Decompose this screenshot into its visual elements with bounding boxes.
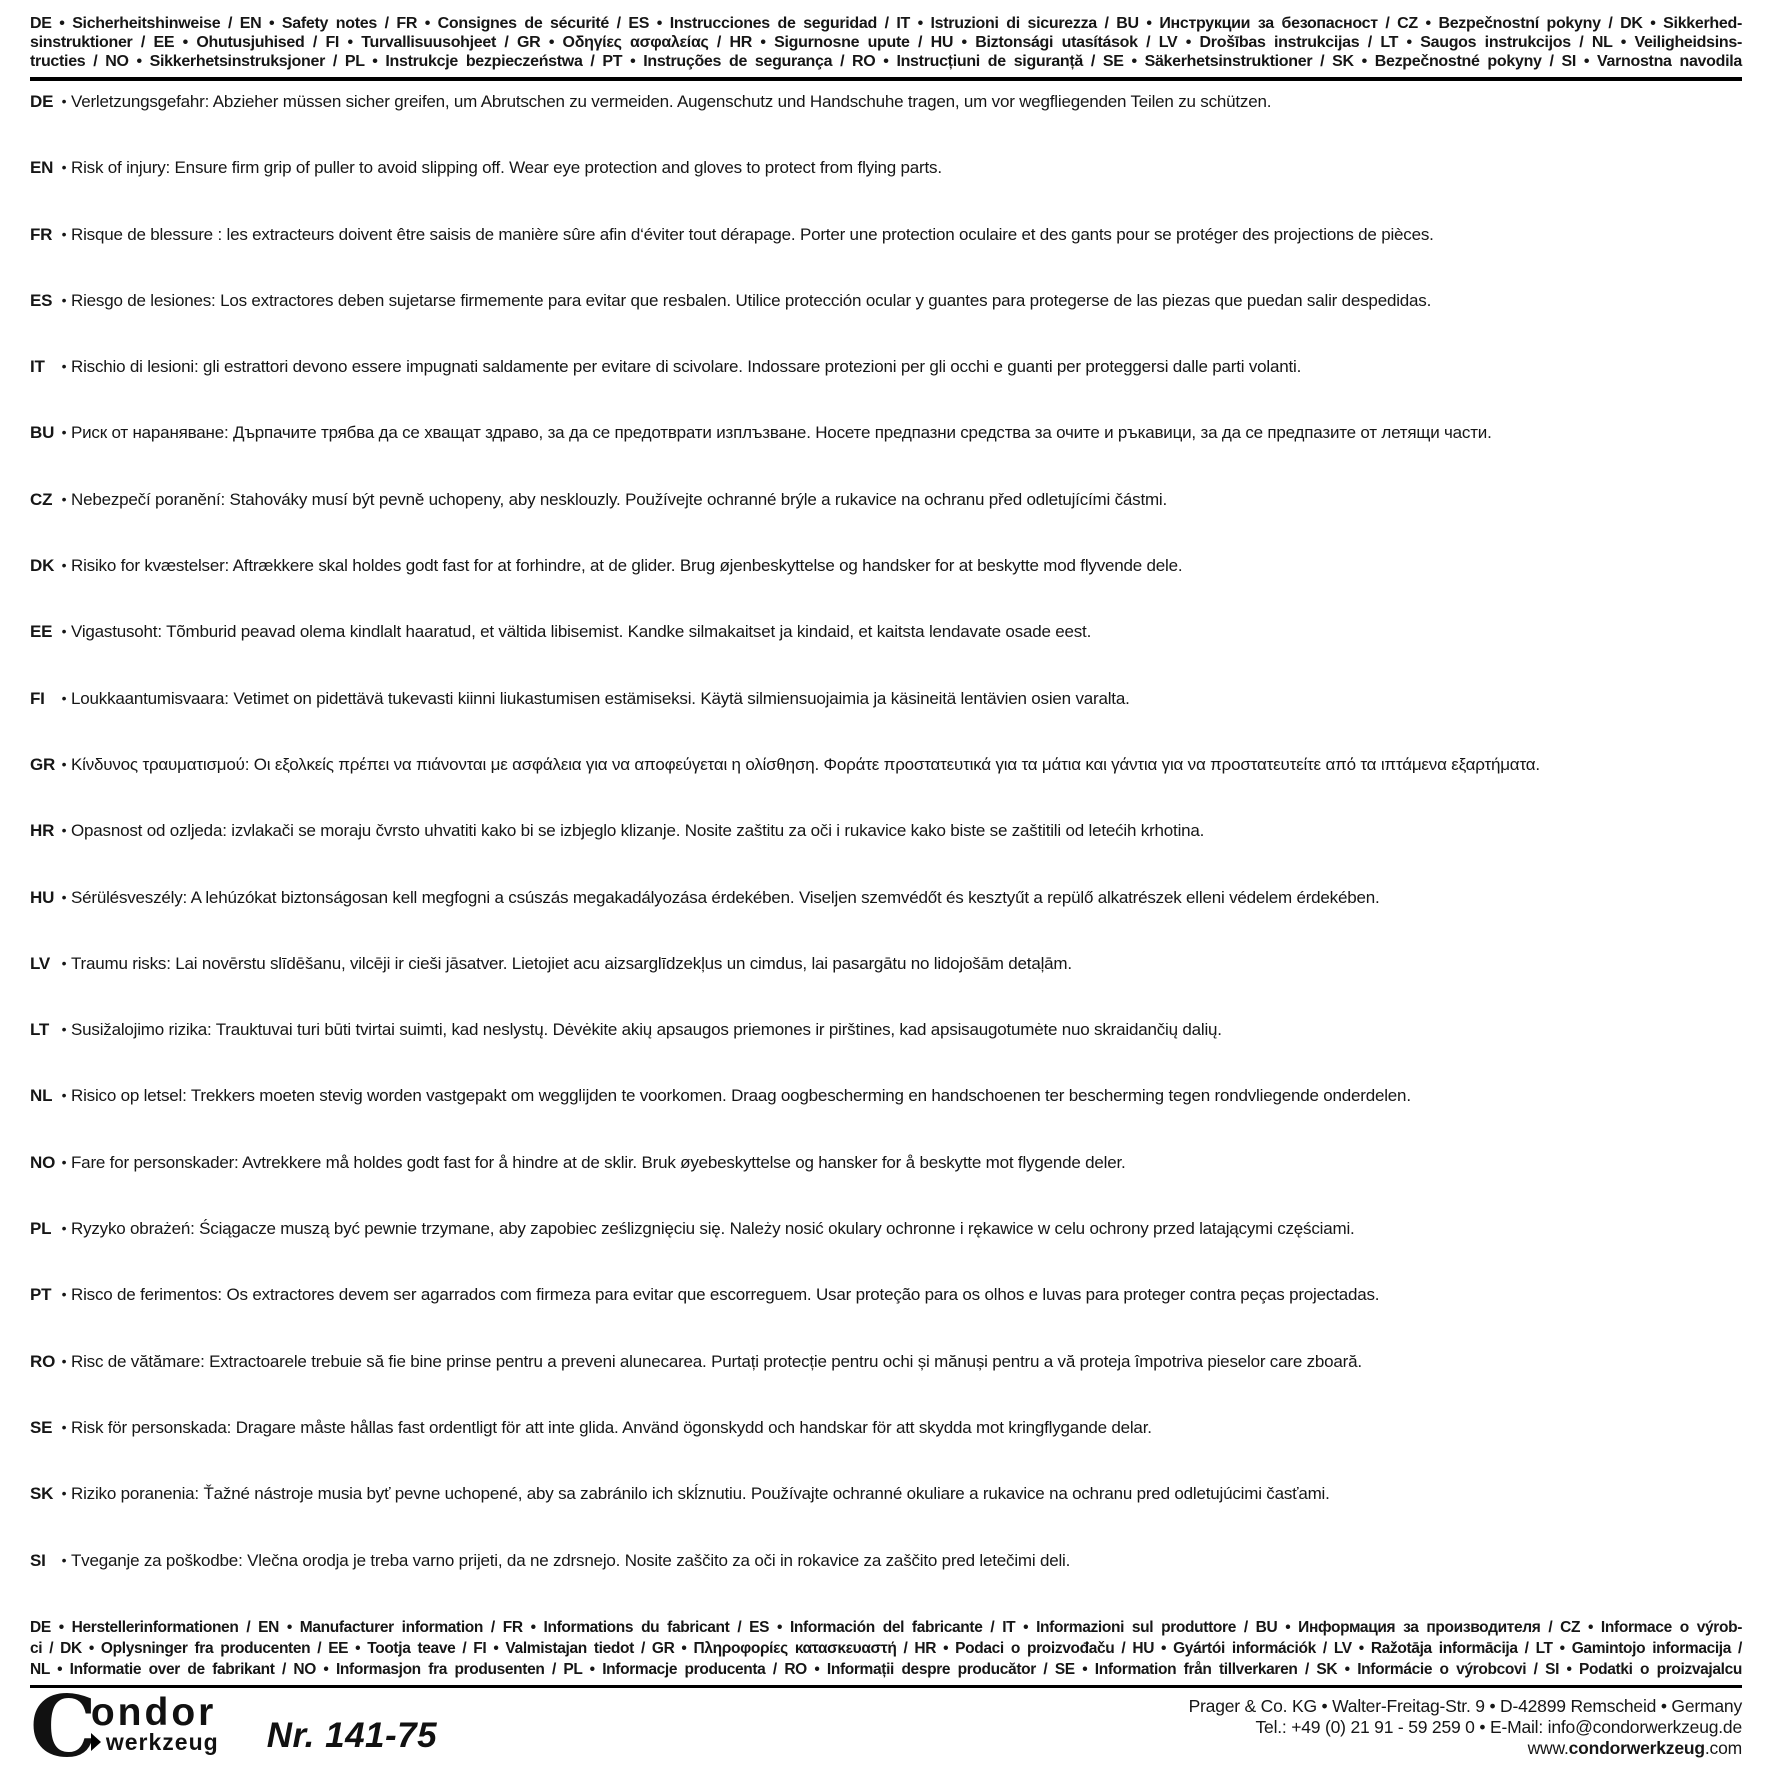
safety-note-text: Fare for personskader: Avtrekkere må holdes godt fast for å hindre at de sklir. Bruk øyebeskyttelse og hansker for å beskytte mot flygende deler. (71, 1152, 1126, 1172)
condor-logo-text (90, 1690, 219, 1755)
safety-note-text: Vigastusoht: Tõmburid peavad olema kindlalt haaratud, et vältida libisemist. Kandke silmakaitset ja kindaid, et kaitsta lendavate osade eest. (71, 622, 1092, 642)
safety-note-no (30, 1153, 1742, 1219)
safety-note-text: Riziko poranenia: Ťažné nástroje musia byť pevne uchopené, aby sa zabránilo ich skĺznutiu. Používajte ochranné okuliare a rukavice na ochranu pred odletujúcimi časťami. (71, 1484, 1330, 1504)
safety-note-sk (30, 1484, 1742, 1550)
safety-note-nl (30, 1086, 1742, 1152)
website-domain: condorwerkzeug (1568, 1737, 1705, 1758)
languages-header-line: sinstruktioner / EE • Ohutusjuhised / FI • Turvallisuusohjeet / GR • Οδηγίες ασφαλείας / HR • Sigurnosne upute / HU • Biztonsági utasítások / LV • Drošības instrukcijas / LT • Saugos instrukcijos / NL • Veiligheidsins- (30, 34, 1742, 51)
language-code: RO (30, 1351, 56, 1371)
condor-logo (30, 1676, 219, 1776)
language-code: PL (30, 1219, 52, 1239)
safety-note-text: Riesgo de lesiones: Los extractores deben sujetarse firmemente para evitar que resbalen. Utilice protección ocular y guantes para protegerse de las piezas que puedan salir despedidas. (71, 290, 1432, 310)
language-code: BU (30, 423, 55, 443)
condor-logo-rest: ondor (90, 1690, 217, 1734)
bullet-separator: • (61, 557, 67, 574)
safety-note-se (30, 1418, 1742, 1484)
logo-arrow-icon (91, 1733, 101, 1751)
safety-note-text: Ryzyko obrażeń: Ściągacze muszą być pewnie trzymane, aby zapobiec ześlizgnięciu się. Należy nosić okulary ochronne i rękawice w celu ochrony przed latającymi częściami. (71, 1219, 1355, 1239)
language-code: LT (30, 1020, 50, 1040)
safety-note-text: Риск от нараняване: Дърпачите трябва да се хващат здраво, за да се предотврати изплъзване. Носете предпазни средства за очите и ръкавици, за да се предпазите от летящи части. (71, 423, 1492, 443)
product-number: Nr. 141-75 (266, 1715, 438, 1755)
safety-note-text: Κίνδυνος τραυματισμού: Οι εξολκείς πρέπει να πιάνονται με ασφάλεια για να αποφεύγεται η ολίσθηση. Φοράτε προστατευτικά για τα μάτια και γάντια για να προστατευτείτε από τα ιπτάμενα εξαρτήματα. (71, 754, 1540, 774)
language-code: CZ (30, 489, 53, 509)
safety-note-text: Rischio di lesioni: gli estrattori devono essere impugnati saldamente per evitare di scivolare. Indossare protezioni per gli occhi e guanti per proteggersi dalle parti volanti. (71, 357, 1302, 377)
safety-note-text: Tveganje za poškodbe: Vlečna orodja je treba varno prijeti, da ne zdrsnejo. Nosite zaščito za oči in rokavice za zaščito pred letečimi deli. (71, 1550, 1071, 1570)
bullet-separator: • (61, 755, 67, 772)
bullet-separator: • (61, 689, 67, 706)
language-code: LV (30, 953, 51, 973)
safety-note-text: Loukkaantumisvaara: Vetimet on pidettävä tukevasti kiinni liukastumisen estämiseksi. Käytä silmiensuojaimia ja käsineitä lentävien osien varalta. (71, 688, 1130, 708)
condor-logo-sub (91, 1730, 219, 1754)
language-code: SE (30, 1417, 53, 1437)
language-code: EE (30, 622, 53, 642)
condor-logo-initial: C (30, 1676, 95, 1776)
bullet-separator: • (61, 358, 67, 375)
manufacturer-info-header (30, 1617, 1742, 1680)
bullet-separator: • (61, 954, 67, 971)
brand-block (30, 1676, 438, 1776)
safety-note-text: Risico op letsel: Trekkers moeten stevig worden vastgepakt om wegglijden te voorkomen. Draag oogbescherming en handschoenen ter bescherming tegen rondvliegende onderdelen. (71, 1086, 1411, 1106)
safety-note-text: Risco de ferimentos: Os extractores devem ser agarrados com firmeza para evitar que escorreguem. Usar proteção para os olhos e luvas para proteger contra peças projectadas. (71, 1285, 1380, 1305)
safety-note-lv (30, 954, 1742, 1020)
bullet-separator: • (61, 1153, 67, 1170)
languages-header-line: DE • Sicherheitshinweise / EN • Safety notes / FR • Consignes de sécurité / ES • Instrucciones de seguridad / IT • Istruzioni di sicurezza / BU • Инструкции за безопасност / CZ • Bezpečnostní pokyny / DK • Sikkerhed- (30, 15, 1742, 32)
manufacturer-info-line: DE • Herstellerinformationen / EN • Manufacturer information / FR • Informations du fabricant / ES • Información del fabricante / IT • Informazioni sul produttore / BU • Информация за производителя / CZ • Informace o výrob- (30, 1618, 1742, 1636)
bullet-separator: • (61, 1220, 67, 1237)
bullet-separator: • (61, 490, 67, 507)
bullet-separator: • (61, 1485, 67, 1502)
safety-note-pl (30, 1219, 1742, 1285)
safety-note-text: Susižalojimo rizika: Trauktuvai turi būti tvirtai suimti, kad neslystų. Dėvėkite akių apsaugos priemones ir pirštines, kad apsisaugotumėte nuo skraidančių dalių. (71, 1020, 1222, 1040)
safety-note-text: Risiko for kvæstelser: Aftrækkere skal holdes godt fast for at forhindre, at de glider. Brug øjenbeskyttelse og handsker for at beskytte mod flyvende dele. (71, 556, 1183, 576)
language-code: PT (30, 1285, 52, 1305)
bullet-separator: • (61, 291, 67, 308)
language-code: ES (30, 290, 53, 310)
address-line: Prager & Co. KG • Walter-Freitag-Str. 9 • D-42899 Remscheid • Germany (1188, 1695, 1742, 1716)
bullet-separator: • (61, 623, 67, 640)
language-code: DK (30, 556, 55, 576)
language-code: FR (30, 224, 53, 244)
website-line (1189, 1738, 1742, 1759)
languages-header-line: tructies / NO • Sikkerhetsinstruksjoner / PL • Instrukcje bezpieczeństwa / PT • Instruções de segurança / RO • Instrucțiuni de siguranță / SE • Säkerhetsinstruktioner / SK • Bezpečnostné pokyny / SI • Varnostna navodila (30, 53, 1742, 70)
bullet-separator: • (61, 424, 67, 441)
bullet-separator: • (61, 93, 67, 109)
language-code: DE (30, 92, 54, 111)
safety-note-text: Risque de blessure : les extracteurs doivent être saisis de manière sûre afin d‘éviter tout dérapage. Porter une protection oculaire et des gants pour se protéger des projections de pièces. (71, 224, 1434, 244)
safety-note-hr (30, 821, 1742, 887)
condor-logo-sub-text: werkzeug (105, 1728, 219, 1755)
language-code: GR (30, 754, 56, 774)
language-code: SK (30, 1484, 54, 1504)
safety-note-si (30, 1551, 1742, 1617)
address-line-contact: Tel.: +49 (0) 21 91 - 59 259 0 • E-Mail: info@condorwerkzeug.de (1255, 1716, 1742, 1737)
bullet-separator: • (61, 1352, 67, 1369)
safety-note-fr (30, 225, 1742, 291)
bullet-separator: • (61, 822, 67, 839)
safety-note-en (30, 158, 1742, 224)
manufacturer-info-line: NL • Informatie over de fabrikant / NO • Informasjon fra produsenten / PL • Informacje producenta / RO • Informații despre producător / SE • Information från tillverkaren / SK • Informácie o výrobcovi / SI • Podatki o proizvajalcu (30, 1660, 1742, 1678)
safety-notes-list (30, 81, 1742, 1617)
safety-note-hu (30, 888, 1742, 954)
safety-note-de (30, 92, 1742, 158)
safety-note-ro (30, 1352, 1742, 1418)
language-code: IT (30, 357, 45, 377)
bullet-separator: • (61, 159, 67, 176)
safety-note-text: Risk of injury: Ensure firm grip of puller to avoid slipping off. Wear eye protection and gloves to protect from flying parts. (71, 158, 942, 178)
manufacturer-info-line: ci / DK • Oplysninger fra producenten / EE • Tootja teave / FI • Valmistajan tiedot / GR • Πληροφορίες κατασκευαστή / HR • Podaci o proizvođaču / HU • Gyártói információk / LV • Ražotāja informācija / LT • Gamintojo informacija / (30, 1639, 1742, 1657)
address-block (1189, 1696, 1742, 1759)
safety-note-it (30, 357, 1742, 423)
bullet-separator: • (61, 888, 67, 905)
safety-note-text: Traumu risks: Lai novērstu slīdēšanu, vilcēji ir cieši jāsatver. Lietojiet acu aizsarglīdzekļus un cimdus, lai pasargātu no lidojošām detaļām. (71, 953, 1072, 973)
safety-note-gr (30, 755, 1742, 821)
safety-note-text: Sérülésveszély: A lehúzókat biztonságosan kell megfogni a csúszás megakadályozása érdekében. Viseljen szemvédőt és kesztyűt a repülő alkatrészek elleni védelem érdekében. (71, 887, 1380, 907)
safety-note-pt (30, 1285, 1742, 1351)
languages-header (30, 14, 1742, 71)
language-code: FI (30, 688, 45, 708)
safety-note-text: Opasnost od ozljeda: izvlakači se moraju čvrsto uhvatiti kako bi se izbjeglo klizanje. Nosite zaštitu za oči i rukavice kako biste se zaštitili od letećih krhotina. (71, 821, 1205, 841)
bullet-separator: • (61, 1087, 67, 1104)
footer (30, 1676, 1742, 1776)
safety-note-cz (30, 490, 1742, 556)
bullet-separator: • (61, 1551, 67, 1568)
language-code: SI (30, 1550, 46, 1570)
language-code: NO (30, 1152, 56, 1172)
language-code: HU (30, 887, 55, 907)
website-suffix: .com (1704, 1737, 1742, 1758)
language-code: HR (30, 821, 55, 841)
bullet-separator: • (61, 1021, 67, 1038)
safety-note-text: Nebezpečí poranění: Stahováky musí být pevně uchopeny, aby nesklouzly. Používejte ochranné brýle a rukavice na ochranu před odletujícími částmi. (71, 489, 1168, 509)
safety-note-es (30, 291, 1742, 357)
safety-note-text: Verletzungsgefahr: Abzieher müssen sicher greifen, um Abrutschen zu vermeiden. Augenschutz und Handschuhe tragen, um vor wegfliegenden Teilen zu schützen. (71, 92, 1272, 111)
bullet-separator: • (61, 225, 67, 242)
bullet-separator: • (61, 1418, 67, 1435)
bullet-separator: • (61, 1286, 67, 1303)
safety-note-bu (30, 423, 1742, 489)
website-prefix: www. (1527, 1737, 1569, 1758)
safety-note-lt (30, 1020, 1742, 1086)
safety-note-text: Risk för personskada: Dragare måste hållas fast ordentligt för att inte glida. Använd ögonskydd och handskar för att skydda mot kringflygande delar. (71, 1417, 1152, 1437)
safety-note-fi (30, 689, 1742, 755)
safety-note-ee (30, 622, 1742, 688)
language-code: EN (30, 158, 54, 178)
language-code: NL (30, 1086, 53, 1106)
safety-note-dk (30, 556, 1742, 622)
safety-note-text: Risc de vătămare: Extractoarele trebuie să fie bine prinse pentru a preveni alunecarea. Purtați protecție pentru ochi și mănuși pentru a vă proteja împotriva pieselor care zboară. (71, 1351, 1362, 1371)
